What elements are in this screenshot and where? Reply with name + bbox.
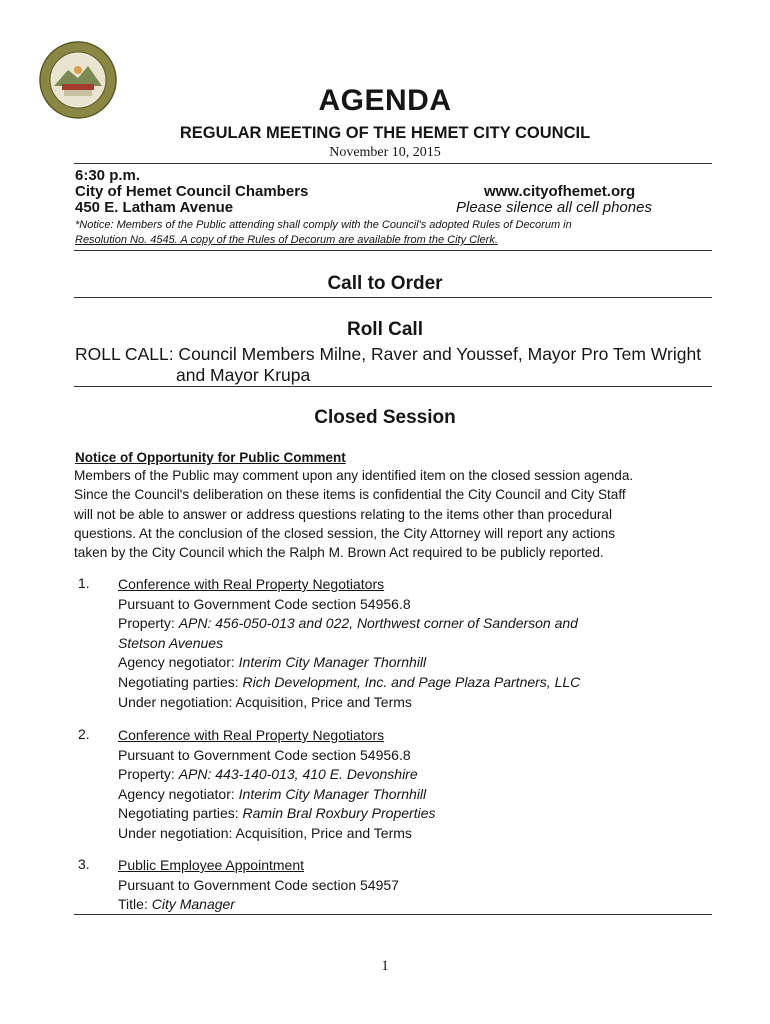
item-under-negotiation: Under negotiation: Acquisition, Price and Terms bbox=[118, 693, 412, 710]
meeting-address: 450 E. Latham Avenue bbox=[75, 199, 234, 216]
parties-value: Ramin Bral Roxbury Properties bbox=[242, 805, 436, 822]
agenda-item-3 bbox=[118, 856, 399, 915]
title-label: Title: bbox=[118, 896, 148, 913]
item-title: Conference with Real Property Negotiators bbox=[118, 576, 385, 592]
divider bbox=[74, 386, 712, 387]
roll-call-line-1: ROLL CALL: Council Members Milne, Raver and Youssef, Mayor Pro Tem Wright bbox=[75, 344, 702, 364]
item-parties bbox=[118, 673, 580, 693]
property-value-cont: Stetson Avenues bbox=[118, 634, 224, 651]
item-number: 3. bbox=[78, 856, 90, 872]
parties-label: Negotiating parties: bbox=[118, 673, 239, 690]
section-closed-session: Closed Session bbox=[314, 407, 456, 428]
agency-label: Agency negotiator: bbox=[118, 785, 235, 802]
section-roll-call: Roll Call bbox=[346, 319, 423, 340]
meeting-venue: City of Hemet Council Chambers bbox=[75, 183, 309, 200]
decorum-notice-line-2: Resolution No. 4545. A copy of the Rules of Decorum are available from the City Clerk. bbox=[75, 234, 498, 246]
item-number: 2. bbox=[78, 726, 90, 742]
page-number: 1 bbox=[381, 958, 389, 974]
divider bbox=[74, 297, 712, 298]
city-website: www.cityofhemet.org bbox=[484, 183, 636, 200]
decorum-notice-line-1: *Notice: Members of the Public attending shall comply with the Council's adopted Rules of Decorum in bbox=[75, 219, 572, 231]
cell-phone-notice: Please silence all cell phones bbox=[456, 199, 652, 216]
item-title: Conference with Real Property Negotiators bbox=[118, 727, 385, 743]
paragraph-line: will not be able to answer or address questions relating to the items other than procedural bbox=[74, 506, 613, 522]
item-property bbox=[118, 614, 580, 634]
paragraph-line: taken by the City Council which the Ralph M. Brown Act required to be publicly reported. bbox=[74, 545, 604, 561]
agenda-item-2 bbox=[118, 726, 436, 844]
section-call-to-order: Call to Order bbox=[327, 273, 443, 294]
parties-label: Negotiating parties: bbox=[118, 805, 239, 822]
item-under-negotiation: Under negotiation: Acquisition, Price and Terms bbox=[118, 824, 412, 841]
agency-label: Agency negotiator: bbox=[118, 654, 235, 671]
agenda-item-1 bbox=[118, 575, 580, 712]
item-pursuant: Pursuant to Government Code section 54956.8 bbox=[118, 595, 411, 612]
meeting-subtitle: REGULAR MEETING OF THE HEMET CITY COUNCIL bbox=[179, 124, 591, 142]
divider bbox=[74, 163, 712, 164]
agency-value: Interim City Manager Thornhill bbox=[238, 785, 427, 802]
paragraph-line: Members of the Public may comment upon any identified item on the closed session agenda. bbox=[74, 468, 634, 483]
parties-value: Rich Development, Inc. and Page Plaza Partners, LLC bbox=[242, 673, 581, 690]
divider bbox=[74, 914, 712, 915]
roll-call-line-2: and Mayor Krupa bbox=[176, 365, 311, 385]
item-parties bbox=[118, 804, 436, 824]
title-value: City Manager bbox=[151, 896, 235, 913]
item-appointment-title bbox=[118, 895, 399, 915]
item-number: 1. bbox=[78, 575, 90, 591]
item-pursuant: Pursuant to Government Code section 54956.8 bbox=[118, 746, 411, 763]
item-title: Public Employee Appointment bbox=[118, 857, 304, 873]
item-agency bbox=[118, 785, 436, 805]
public-comment-heading: Notice of Opportunity for Public Comment bbox=[75, 450, 346, 465]
property-value: APN: 456-050-013 and 022, Northwest corner of Sanderson and bbox=[178, 615, 578, 632]
paragraph-line: Since the Council's deliberation on these items is confidential the City Council and City Staff bbox=[74, 487, 626, 503]
document-title: AGENDA bbox=[318, 84, 452, 117]
meeting-date: November 10, 2015 bbox=[329, 145, 441, 160]
divider bbox=[74, 250, 712, 251]
property-label: Property: bbox=[118, 766, 175, 783]
property-label: Property: bbox=[118, 615, 175, 632]
item-agency bbox=[118, 653, 580, 673]
meeting-time: 6:30 p.m. bbox=[75, 167, 141, 184]
agency-value: Interim City Manager Thornhill bbox=[238, 654, 427, 671]
property-value: APN: 443-140-013, 410 E. Devonshire bbox=[178, 766, 418, 783]
item-pursuant: Pursuant to Government Code section 54957 bbox=[118, 876, 399, 893]
paragraph-line: questions. At the conclusion of the closed session, the City Attorney will report any actions bbox=[74, 525, 616, 541]
public-comment-paragraph bbox=[74, 466, 714, 562]
item-property bbox=[118, 765, 436, 785]
